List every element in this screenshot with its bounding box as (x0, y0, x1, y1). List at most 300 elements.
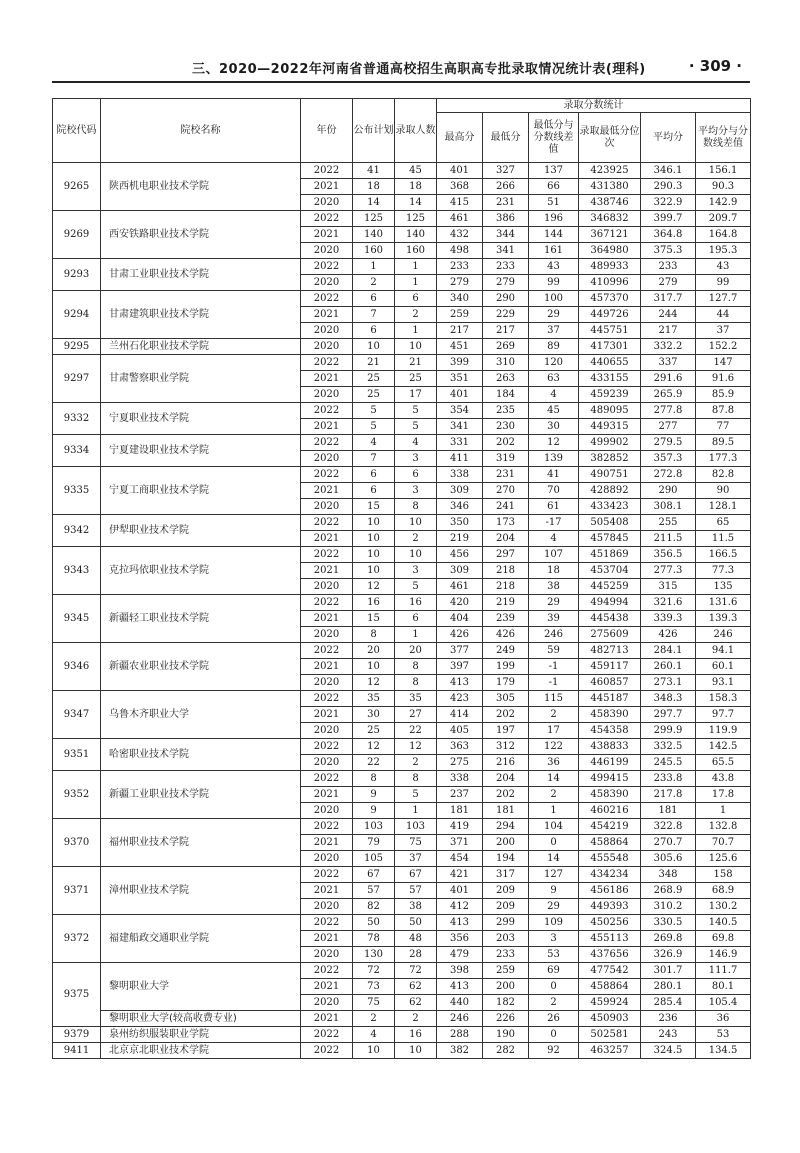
table-cell: 37 (696, 323, 751, 339)
table-cell: 6 (395, 291, 437, 307)
table-cell: 200 (483, 979, 529, 995)
table-cell: 236 (641, 1011, 696, 1027)
table-cell: 280.1 (641, 979, 696, 995)
table-row (53, 515, 751, 531)
school-name: 甘肃建筑职业技术学院 (101, 291, 301, 339)
table-cell: 27 (395, 707, 437, 723)
table-cell: 399.7 (641, 211, 696, 227)
school-name: 漳州职业技术学院 (101, 867, 301, 915)
table-cell: 2020 (301, 451, 353, 467)
table-cell: 244 (641, 307, 696, 323)
table-cell: 279.5 (641, 435, 696, 451)
school-code: 9265 (53, 163, 101, 211)
table-cell: 2020 (301, 243, 353, 259)
table-cell: 269.8 (641, 931, 696, 947)
table-cell: 2022 (301, 435, 353, 451)
table-cell: 284.1 (641, 643, 696, 659)
table-cell: 432 (437, 227, 483, 243)
table-cell: 2021 (301, 1011, 353, 1027)
table-cell: 417301 (579, 339, 641, 355)
table-cell: 8 (395, 659, 437, 675)
table-cell: 270.7 (641, 835, 696, 851)
table-cell: 9 (529, 883, 579, 899)
table-cell: 459924 (579, 995, 641, 1011)
table-row (53, 691, 751, 707)
table-cell: 498 (437, 243, 483, 259)
table-cell: 100 (529, 291, 579, 307)
table-cell: 18 (395, 179, 437, 195)
table-cell: 78 (353, 931, 395, 947)
table-cell: 2 (353, 1011, 395, 1027)
table-cell: 14 (395, 195, 437, 211)
table-cell: 60.1 (696, 659, 751, 675)
table-cell: 216 (483, 755, 529, 771)
table-cell: 45 (395, 163, 437, 179)
table-cell: 231 (483, 467, 529, 483)
school-code: 9269 (53, 211, 101, 259)
table-cell: 90 (696, 483, 751, 499)
table-cell: 2022 (301, 1043, 353, 1059)
table-cell: 268.9 (641, 883, 696, 899)
table-cell: 94.1 (696, 643, 751, 659)
table-cell: 482713 (579, 643, 641, 659)
school-name: 黎明职业大学(较高收费专业) (101, 1011, 301, 1027)
table-cell: 279 (483, 275, 529, 291)
table-cell: 288 (437, 1027, 483, 1043)
table-cell: 2020 (301, 323, 353, 339)
table-cell: 399 (437, 355, 483, 371)
table-cell: 235 (483, 403, 529, 419)
school-name: 新疆轻工职业技术学院 (101, 595, 301, 643)
table-cell: 6 (353, 467, 395, 483)
table-cell: 67 (395, 867, 437, 883)
table-cell: 10 (395, 515, 437, 531)
table-cell: 104 (529, 819, 579, 835)
table-cell: 140.5 (696, 915, 751, 931)
table-cell: 377 (437, 643, 483, 659)
table-cell: 404 (437, 611, 483, 627)
table-cell: 410996 (579, 275, 641, 291)
table-row (53, 963, 751, 979)
table-cell: 453704 (579, 563, 641, 579)
table-cell: 91.6 (696, 371, 751, 387)
table-cell: 290.3 (641, 179, 696, 195)
table-cell: 82 (353, 899, 395, 915)
table-cell: 10 (395, 1043, 437, 1059)
table-cell: 127 (529, 867, 579, 883)
school-code: 9295 (53, 339, 101, 355)
table-cell: 14 (529, 771, 579, 787)
table-cell: 356 (437, 931, 483, 947)
table-cell: 119.9 (696, 723, 751, 739)
table-cell: 419 (437, 819, 483, 835)
table-cell: 414 (437, 707, 483, 723)
table-cell: 341 (483, 243, 529, 259)
school-code: 9332 (53, 403, 101, 435)
table-cell: 445751 (579, 323, 641, 339)
table-cell: 458864 (579, 835, 641, 851)
table-row (53, 435, 751, 451)
table-cell: 346 (437, 499, 483, 515)
table-cell: 73 (353, 979, 395, 995)
table-cell: 0 (529, 835, 579, 851)
table-cell: 451 (437, 339, 483, 355)
table-cell: 105 (353, 851, 395, 867)
col-avg-header: 平均分 (641, 113, 696, 163)
table-cell: 67 (353, 867, 395, 883)
table-cell: 330.5 (641, 915, 696, 931)
table-cell: 363 (437, 739, 483, 755)
table-cell: 204 (483, 771, 529, 787)
table-cell: 2020 (301, 499, 353, 515)
table-cell: 132.8 (696, 819, 751, 835)
table-cell: 17 (529, 723, 579, 739)
table-cell: 327 (483, 163, 529, 179)
col-max-header: 最高分 (437, 113, 483, 163)
table-cell: 30 (529, 419, 579, 435)
table-cell: 35 (353, 691, 395, 707)
table-cell: 454219 (579, 819, 641, 835)
table-cell: 218 (483, 563, 529, 579)
table-cell: 25 (353, 723, 395, 739)
table-cell: 125 (353, 211, 395, 227)
table-cell: 21 (395, 355, 437, 371)
school-code: 9375 (53, 963, 101, 1027)
table-cell: 72 (353, 963, 395, 979)
table-cell: 332.2 (641, 339, 696, 355)
table-cell: 456 (437, 547, 483, 563)
table-cell: 2021 (301, 371, 353, 387)
table-row (53, 259, 751, 275)
table-cell: 233 (483, 259, 529, 275)
table-cell: 499415 (579, 771, 641, 787)
table-cell: 177.3 (696, 451, 751, 467)
table-cell: 449393 (579, 899, 641, 915)
table-cell: 202 (483, 435, 529, 451)
table-cell: 332.5 (641, 739, 696, 755)
table-cell: 249 (483, 643, 529, 659)
table-cell: 445187 (579, 691, 641, 707)
table-cell: 2020 (301, 627, 353, 643)
table-cell: 2022 (301, 355, 353, 371)
table-cell: 324.5 (641, 1043, 696, 1059)
table-cell: 29 (529, 899, 579, 915)
table-cell: 2022 (301, 739, 353, 755)
table-cell: 319 (483, 451, 529, 467)
table-cell: 421 (437, 867, 483, 883)
table-cell: 12 (353, 739, 395, 755)
table-cell: 1 (395, 323, 437, 339)
table-cell: 3 (529, 931, 579, 947)
school-name: 甘肃警察职业学院 (101, 355, 301, 403)
table-cell: 142.9 (696, 195, 751, 211)
table-cell: 458390 (579, 787, 641, 803)
table-cell: 75 (395, 835, 437, 851)
table-cell: 48 (395, 931, 437, 947)
table-cell: 440 (437, 995, 483, 1011)
table-cell: 245.5 (641, 755, 696, 771)
table-cell: 6 (353, 323, 395, 339)
table-cell: 489933 (579, 259, 641, 275)
table-cell: 39 (529, 611, 579, 627)
table-cell: 29 (529, 595, 579, 611)
table-cell: 130.2 (696, 899, 751, 915)
school-name: 哈密职业技术学院 (101, 739, 301, 771)
school-name: 福建船政交通职业学院 (101, 915, 301, 963)
table-cell: 1 (395, 275, 437, 291)
table-cell: 2022 (301, 595, 353, 611)
table-cell: 2022 (301, 915, 353, 931)
table-cell: 66 (529, 179, 579, 195)
table-cell: 43 (696, 259, 751, 275)
table-cell: 15 (353, 499, 395, 515)
table-cell: 2 (353, 275, 395, 291)
table-cell: 454358 (579, 723, 641, 739)
table-cell: 25 (395, 371, 437, 387)
table-cell: 477542 (579, 963, 641, 979)
table-cell: 219 (483, 595, 529, 611)
table-row (53, 643, 751, 659)
table-row (53, 771, 751, 787)
table-cell: 10 (395, 339, 437, 355)
table-cell: 2021 (301, 979, 353, 995)
table-cell: 413 (437, 675, 483, 691)
table-cell: 411 (437, 451, 483, 467)
table-cell: 2021 (301, 611, 353, 627)
school-name: 宁夏工商职业技术学院 (101, 467, 301, 515)
table-cell: 479 (437, 947, 483, 963)
school-code: 9372 (53, 915, 101, 963)
table-row (53, 1011, 751, 1027)
table-cell: 139 (529, 451, 579, 467)
table-cell: 156.1 (696, 163, 751, 179)
school-code: 9335 (53, 467, 101, 515)
school-code: 9343 (53, 547, 101, 595)
table-cell: 2 (529, 995, 579, 1011)
table-cell: 9 (353, 803, 395, 819)
table-cell: 21 (353, 355, 395, 371)
table-cell: 2021 (301, 419, 353, 435)
table-cell: 2022 (301, 691, 353, 707)
table-cell: 57 (395, 883, 437, 899)
table-cell: 77 (696, 419, 751, 435)
table-cell: 351 (437, 371, 483, 387)
table-cell: 25 (353, 387, 395, 403)
table-cell: 299 (483, 915, 529, 931)
table-cell: 61 (529, 499, 579, 515)
table-cell: 356.5 (641, 547, 696, 563)
table-cell: 420 (437, 595, 483, 611)
table-cell: 259 (483, 963, 529, 979)
table-cell: 200 (483, 835, 529, 851)
table-cell: 5 (395, 419, 437, 435)
table-cell: 12 (529, 435, 579, 451)
table-cell: 5 (353, 403, 395, 419)
table-cell: 433423 (579, 499, 641, 515)
table-cell: 26 (529, 1011, 579, 1027)
table-cell: 10 (353, 547, 395, 563)
table-cell: 237 (437, 787, 483, 803)
table-cell: 43 (529, 259, 579, 275)
table-cell: 144 (529, 227, 579, 243)
table-cell: 8 (353, 771, 395, 787)
table-cell: 190 (483, 1027, 529, 1043)
table-cell: 310 (483, 355, 529, 371)
table-cell: 297 (483, 547, 529, 563)
table-cell: 4 (353, 435, 395, 451)
table-cell: 339.3 (641, 611, 696, 627)
table-cell: 231 (483, 195, 529, 211)
table-cell: 209 (483, 899, 529, 915)
table-cell: 166.5 (696, 547, 751, 563)
table-cell: 437656 (579, 947, 641, 963)
table-cell: 2021 (301, 227, 353, 243)
table-cell: 36 (529, 755, 579, 771)
header-rule (52, 81, 750, 83)
table-cell: 82.8 (696, 467, 751, 483)
table-cell: 301.7 (641, 963, 696, 979)
table-cell: 195.3 (696, 243, 751, 259)
table-cell: 440655 (579, 355, 641, 371)
table-cell: 10 (353, 659, 395, 675)
table-cell: 109 (529, 915, 579, 931)
table-cell: 233.8 (641, 771, 696, 787)
school-name: 黎明职业大学 (101, 963, 301, 1011)
table-cell: 59 (529, 643, 579, 659)
table-row (53, 867, 751, 883)
table-cell: 2021 (301, 483, 353, 499)
table-cell: 209 (483, 883, 529, 899)
table-cell: 217 (483, 323, 529, 339)
table-cell: 449726 (579, 307, 641, 323)
school-name: 克拉玛依职业技术学院 (101, 547, 301, 595)
table-cell: 243 (641, 1027, 696, 1043)
table-cell: 386 (483, 211, 529, 227)
table-cell: 489095 (579, 403, 641, 419)
table-cell: 460216 (579, 803, 641, 819)
table-cell: 2020 (301, 803, 353, 819)
table-cell: 131.6 (696, 595, 751, 611)
table-cell: 103 (353, 819, 395, 835)
admission-table (52, 98, 751, 1059)
table-cell: 105.4 (696, 995, 751, 1011)
table-cell: 5 (395, 579, 437, 595)
table-cell: 164.8 (696, 227, 751, 243)
table-cell: 2021 (301, 531, 353, 547)
table-row (53, 1043, 751, 1059)
table-cell: 181 (641, 803, 696, 819)
table-cell: 51 (529, 195, 579, 211)
table-cell: 8 (353, 627, 395, 643)
table-cell: 62 (395, 995, 437, 1011)
table-cell: 1 (353, 259, 395, 275)
table-cell: 125.6 (696, 851, 751, 867)
table-cell: 344 (483, 227, 529, 243)
table-cell: 331 (437, 435, 483, 451)
table-cell: 75 (353, 995, 395, 1011)
table-cell: 137 (529, 163, 579, 179)
table-cell: 260.1 (641, 659, 696, 675)
table-cell: 275 (437, 755, 483, 771)
table-cell: 89 (529, 339, 579, 355)
table-cell: 397 (437, 659, 483, 675)
table-cell: 310.2 (641, 899, 696, 915)
table-cell: 423925 (579, 163, 641, 179)
table-cell: 140 (353, 227, 395, 243)
table-cell: 89.5 (696, 435, 751, 451)
table-cell: 337 (641, 355, 696, 371)
table-cell: 17.8 (696, 787, 751, 803)
table-cell: 346.1 (641, 163, 696, 179)
table-cell: 6 (395, 611, 437, 627)
table-cell: 45 (529, 403, 579, 419)
table-cell: 53 (529, 947, 579, 963)
table-cell: 197 (483, 723, 529, 739)
table-cell: 426 (641, 627, 696, 643)
table-cell: 203 (483, 931, 529, 947)
table-cell: 5 (353, 419, 395, 435)
col-avg-diff-header: 平均分与分数线差值 (696, 113, 751, 163)
table-cell: 2021 (301, 883, 353, 899)
table-body (53, 163, 751, 1059)
table-cell: 460857 (579, 675, 641, 691)
school-code: 9294 (53, 291, 101, 339)
table-cell: 28 (395, 947, 437, 963)
table-cell: 259 (437, 307, 483, 323)
table-cell: 2022 (301, 211, 353, 227)
table-cell: 10 (353, 1043, 395, 1059)
table-cell: 461 (437, 211, 483, 227)
school-name: 新疆工业职业技术学院 (101, 771, 301, 819)
table-cell: 317 (483, 867, 529, 883)
table-cell: 63 (529, 371, 579, 387)
table-cell: 2020 (301, 387, 353, 403)
table-cell: 17 (395, 387, 437, 403)
table-cell: 233 (437, 259, 483, 275)
table-cell: 25 (353, 371, 395, 387)
table-cell: 357.3 (641, 451, 696, 467)
table-cell: 1 (395, 627, 437, 643)
table-cell: 38 (529, 579, 579, 595)
table-cell: 461 (437, 579, 483, 595)
table-cell: 2021 (301, 659, 353, 675)
table-cell: 142.5 (696, 739, 751, 755)
table-cell: -17 (529, 515, 579, 531)
table-cell: 38 (395, 899, 437, 915)
table-cell: 458864 (579, 979, 641, 995)
table-cell: 401 (437, 883, 483, 899)
table-cell: 375.3 (641, 243, 696, 259)
table-cell: 14 (353, 195, 395, 211)
table-cell: 218 (483, 579, 529, 595)
table-cell: 125 (395, 211, 437, 227)
table-cell: 5 (395, 403, 437, 419)
table-cell: 6 (353, 291, 395, 307)
table-cell: 2022 (301, 819, 353, 835)
table-cell: 321.6 (641, 595, 696, 611)
table-cell: 7 (353, 451, 395, 467)
table-cell: 204 (483, 531, 529, 547)
school-code: 9411 (53, 1043, 101, 1059)
school-name: 宁夏职业技术学院 (101, 403, 301, 435)
table-cell: 315 (641, 579, 696, 595)
school-name: 新疆农业职业技术学院 (101, 643, 301, 691)
table-cell: 217 (437, 323, 483, 339)
table-cell: 211.5 (641, 531, 696, 547)
table-cell: 459239 (579, 387, 641, 403)
school-code: 9371 (53, 867, 101, 915)
table-cell: 43.8 (696, 771, 751, 787)
